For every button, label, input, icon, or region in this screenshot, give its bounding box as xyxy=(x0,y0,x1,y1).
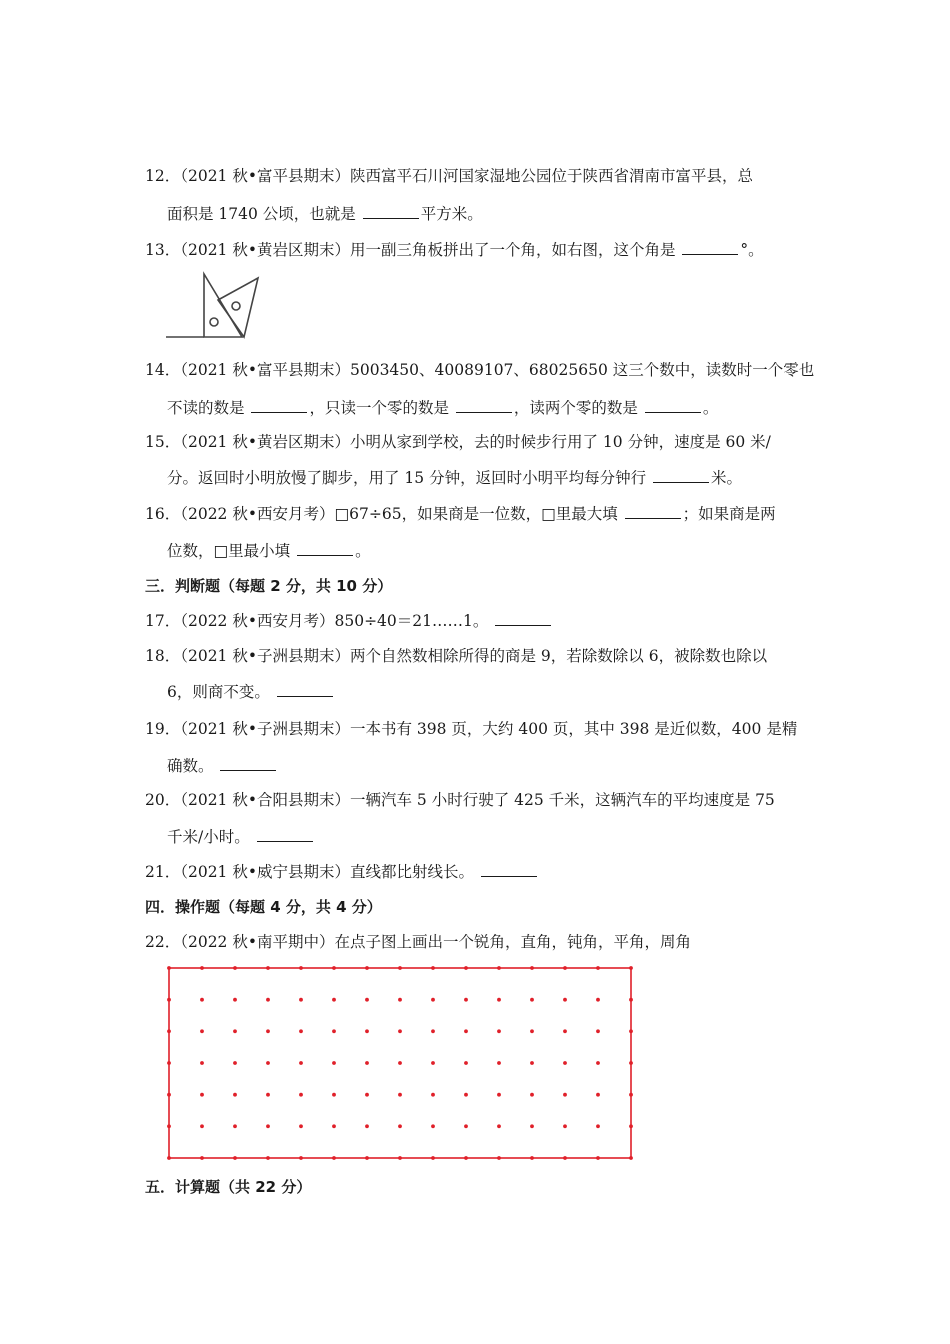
grid-dot[interactable] xyxy=(497,1124,501,1128)
grid-dot[interactable] xyxy=(431,1029,435,1033)
grid-dot[interactable] xyxy=(200,1029,204,1033)
grid-dot[interactable] xyxy=(299,1061,303,1065)
grid-dot[interactable] xyxy=(497,1093,501,1097)
grid-dot[interactable] xyxy=(464,1061,468,1065)
grid-dot[interactable] xyxy=(398,1093,402,1097)
answer-blank[interactable] xyxy=(645,398,701,413)
q16-line2 xyxy=(167,541,371,561)
q20-text: 20．（2021 秋•合阳县期末）一辆汽车 5 小时行驶了 425 千米，这辆汽车的平均速度是 75 xyxy=(145,791,775,809)
grid-dot[interactable] xyxy=(266,1029,270,1033)
q17-line1 xyxy=(145,611,553,631)
grid-dot[interactable] xyxy=(497,1061,501,1065)
grid-dot[interactable] xyxy=(431,1156,435,1160)
q19-text2: 确数。 xyxy=(167,757,219,775)
grid-dot[interactable] xyxy=(200,966,204,970)
grid-dot[interactable] xyxy=(464,1156,468,1160)
grid-dot[interactable] xyxy=(299,1029,303,1033)
grid-dot[interactable] xyxy=(464,998,468,1002)
grid-dot[interactable] xyxy=(497,1156,501,1160)
q21-line1 xyxy=(145,862,539,882)
grid-dot[interactable] xyxy=(464,966,468,970)
grid-dot[interactable] xyxy=(431,1124,435,1128)
grid-dot[interactable] xyxy=(365,1093,369,1097)
grid-dot[interactable] xyxy=(596,1093,600,1097)
grid-dot[interactable] xyxy=(299,1156,303,1160)
answer-blank[interactable] xyxy=(220,756,276,771)
section-heading-4: 四．操作题（每题 4 分，共 4 分） xyxy=(145,898,382,916)
grid-dot[interactable] xyxy=(431,1061,435,1065)
q12-line1 xyxy=(145,166,753,186)
grid-dot[interactable] xyxy=(629,1093,633,1097)
grid-dot[interactable] xyxy=(563,1093,567,1097)
grid-dot[interactable] xyxy=(299,966,303,970)
grid-dot[interactable] xyxy=(398,966,402,970)
grid-dot[interactable] xyxy=(464,1124,468,1128)
grid-dot[interactable] xyxy=(299,1124,303,1128)
grid-dot[interactable] xyxy=(629,966,633,970)
dot-grid[interactable] xyxy=(166,964,636,1164)
grid-dot[interactable] xyxy=(233,1124,237,1128)
triangle-ruler-figure xyxy=(166,270,276,342)
grid-dot[interactable] xyxy=(365,1061,369,1065)
q14-line2 xyxy=(167,398,718,418)
grid-dot[interactable] xyxy=(167,966,171,970)
q14-text-b: ，只读一个零的数是 xyxy=(309,399,454,417)
grid-dot[interactable] xyxy=(398,1156,402,1160)
grid-dot[interactable] xyxy=(431,1093,435,1097)
q15-text: 15．（2021 秋•黄岩区期末）小明从家到学校，去的时候步行用了 10 分钟，速度是 60 米/ xyxy=(145,433,771,451)
grid-dot[interactable] xyxy=(200,1124,204,1128)
grid-dot[interactable] xyxy=(563,1156,567,1160)
section-heading-3: 三．判断题（每题 2 分，共 10 分） xyxy=(145,577,393,595)
q15-line1 xyxy=(145,432,771,452)
q16-line1 xyxy=(145,504,776,524)
section-heading-5: 五．计算题（共 22 分） xyxy=(145,1178,312,1196)
grid-dot[interactable] xyxy=(365,966,369,970)
q22-line1 xyxy=(145,932,691,952)
q15-text-post: 米。 xyxy=(711,469,743,487)
grid-dot[interactable] xyxy=(332,1124,336,1128)
answer-blank[interactable] xyxy=(495,611,551,626)
answer-blank[interactable] xyxy=(363,204,419,219)
grid-dot[interactable] xyxy=(629,998,633,1002)
grid-dot[interactable] xyxy=(200,998,204,1002)
q12-text: 12．（2021 秋•富平县期末）陕西富平石川河国家湿地公园位于陕西省渭南市富平县，总 xyxy=(145,167,753,185)
grid-dot[interactable] xyxy=(629,1124,633,1128)
grid-dot[interactable] xyxy=(365,1156,369,1160)
grid-dot[interactable] xyxy=(233,1029,237,1033)
triangle-ruler-right xyxy=(218,278,258,337)
grid-dot[interactable] xyxy=(332,1029,336,1033)
q19-line2 xyxy=(167,756,278,776)
answer-blank[interactable] xyxy=(277,682,333,697)
q18-line1 xyxy=(145,646,767,666)
q16-text2-pre: 位数，□里最小填 xyxy=(167,542,296,560)
grid-dot[interactable] xyxy=(530,1124,534,1128)
answer-blank[interactable] xyxy=(257,827,313,842)
grid-dot[interactable] xyxy=(629,1156,633,1160)
answer-blank[interactable] xyxy=(456,398,512,413)
grid-dot[interactable] xyxy=(464,1093,468,1097)
answer-blank[interactable] xyxy=(682,240,738,255)
grid-dot[interactable] xyxy=(299,1093,303,1097)
grid-dot[interactable] xyxy=(497,1029,501,1033)
ruler-hole-left xyxy=(210,318,218,326)
answer-blank[interactable] xyxy=(297,541,353,556)
q20-text2: 千米/小时。 xyxy=(167,828,255,846)
grid-dot[interactable] xyxy=(497,966,501,970)
grid-dot[interactable] xyxy=(530,966,534,970)
q14-text: 14．（2021 秋•富平县期末）5003450、40089107、68025650 这三个数中，读数时一个零也 xyxy=(145,361,815,379)
grid-dot[interactable] xyxy=(332,1156,336,1160)
q20-line2 xyxy=(167,827,315,847)
grid-dot[interactable] xyxy=(332,1061,336,1065)
grid-dot[interactable] xyxy=(365,1029,369,1033)
answer-blank[interactable] xyxy=(653,468,709,483)
grid-dot[interactable] xyxy=(167,1124,171,1128)
grid-dot[interactable] xyxy=(530,1061,534,1065)
q16-text-post: ；如果商是两 xyxy=(682,505,776,523)
grid-dot[interactable] xyxy=(365,1124,369,1128)
q13-text-post: °。 xyxy=(740,241,764,259)
grid-dot[interactable] xyxy=(233,998,237,1002)
grid-dot[interactable] xyxy=(629,1029,633,1033)
grid-dot[interactable] xyxy=(398,1061,402,1065)
grid-dot[interactable] xyxy=(431,966,435,970)
q15-text-pre: 分。返回时小明放慢了脚步，用了 15 分钟，返回时小明平均每分钟行 xyxy=(167,469,652,487)
grid-dot[interactable] xyxy=(530,1156,534,1160)
grid-dot[interactable] xyxy=(266,966,270,970)
grid-dot[interactable] xyxy=(530,998,534,1002)
grid-dot[interactable] xyxy=(497,998,501,1002)
grid-dot[interactable] xyxy=(596,998,600,1002)
grid-dot[interactable] xyxy=(596,1156,600,1160)
q22-text: 22．（2022 秋•南平期中）在点子图上画出一个锐角，直角，钝角，平角，周角 xyxy=(145,933,691,951)
grid-dot[interactable] xyxy=(596,1061,600,1065)
grid-dot[interactable] xyxy=(596,1029,600,1033)
q16-text-pre: 16．（2022 秋•西安月考）□67÷65，如果商是一位数，□里最大填 xyxy=(145,505,623,523)
grid-dot[interactable] xyxy=(233,1093,237,1097)
grid-dot[interactable] xyxy=(431,998,435,1002)
grid-dot[interactable] xyxy=(266,998,270,1002)
grid-dot[interactable] xyxy=(563,1124,567,1128)
q14-text-c: ，读两个零的数是 xyxy=(513,399,643,417)
triangle-ruler-left xyxy=(204,274,242,337)
q19-text: 19．（2021 秋•子洲县期末）一本书有 398 页，大约 400 页，其中 398 是近似数，400 是精 xyxy=(145,720,798,738)
q21-text: 21．（2021 秋•威宁县期末）直线都比射线长。 xyxy=(145,863,479,881)
q12-text-post: 平方米。 xyxy=(420,205,483,223)
grid-dot[interactable] xyxy=(563,1029,567,1033)
grid-dot[interactable] xyxy=(167,1093,171,1097)
grid-dot[interactable] xyxy=(200,1093,204,1097)
grid-dot[interactable] xyxy=(167,998,171,1002)
q17-text: 17．（2022 秋•西安月考）850÷40＝21……1。 xyxy=(145,612,494,630)
grid-dot[interactable] xyxy=(233,966,237,970)
q20-line1 xyxy=(145,790,775,810)
q14-text-d: 。 xyxy=(702,399,719,417)
grid-dot[interactable] xyxy=(398,998,402,1002)
grid-dot[interactable] xyxy=(398,1029,402,1033)
grid-dot[interactable] xyxy=(233,1156,237,1160)
q14-text-a: 不读的数是 xyxy=(167,399,250,417)
grid-dot[interactable] xyxy=(629,1061,633,1065)
grid-dot[interactable] xyxy=(266,1156,270,1160)
grid-dot[interactable] xyxy=(200,1061,204,1065)
grid-dot[interactable] xyxy=(167,1156,171,1160)
q12-line2 xyxy=(167,204,483,224)
grid-dot[interactable] xyxy=(233,1061,237,1065)
grid-dot[interactable] xyxy=(530,1093,534,1097)
grid-dot[interactable] xyxy=(167,1029,171,1033)
q18-line2 xyxy=(167,682,335,702)
grid-dot[interactable] xyxy=(596,966,600,970)
grid-dot[interactable] xyxy=(266,1093,270,1097)
grid-dot[interactable] xyxy=(332,1093,336,1097)
grid-dot[interactable] xyxy=(563,1061,567,1065)
q18-text2: 6，则商不变。 xyxy=(167,683,275,701)
q16-text2-post: 。 xyxy=(355,542,371,560)
answer-blank[interactable] xyxy=(625,504,681,519)
q19-line1 xyxy=(145,719,797,739)
grid-dot[interactable] xyxy=(530,1029,534,1033)
grid-dot[interactable] xyxy=(563,998,567,1002)
grid-dot[interactable] xyxy=(398,1124,402,1128)
grid-dot[interactable] xyxy=(365,998,369,1002)
ruler-hole-right xyxy=(232,302,240,310)
grid-dot[interactable] xyxy=(563,966,567,970)
grid-dot[interactable] xyxy=(200,1156,204,1160)
grid-dot[interactable] xyxy=(332,966,336,970)
grid-dot[interactable] xyxy=(596,1124,600,1128)
grid-dot[interactable] xyxy=(299,998,303,1002)
q18-text: 18．（2021 秋•子洲县期末）两个自然数相除所得的商是 9，若除数除以 6，被除数也除以 xyxy=(145,647,768,665)
q13-text-pre: 13．（2021 秋•黄岩区期末）用一副三角板拼出了一个角，如右图，这个角是 xyxy=(145,241,681,259)
grid-dot[interactable] xyxy=(167,1061,171,1065)
grid-dot[interactable] xyxy=(332,998,336,1002)
q14-line1 xyxy=(145,360,814,380)
q12-text-pre: 面积是 1740 公顷，也就是 xyxy=(167,205,361,223)
grid-dot[interactable] xyxy=(266,1124,270,1128)
grid-dot[interactable] xyxy=(464,1029,468,1033)
grid-dot[interactable] xyxy=(266,1061,270,1065)
answer-blank[interactable] xyxy=(481,862,537,877)
q15-line2 xyxy=(167,468,742,488)
answer-blank[interactable] xyxy=(251,398,307,413)
q13-line1 xyxy=(145,240,764,260)
